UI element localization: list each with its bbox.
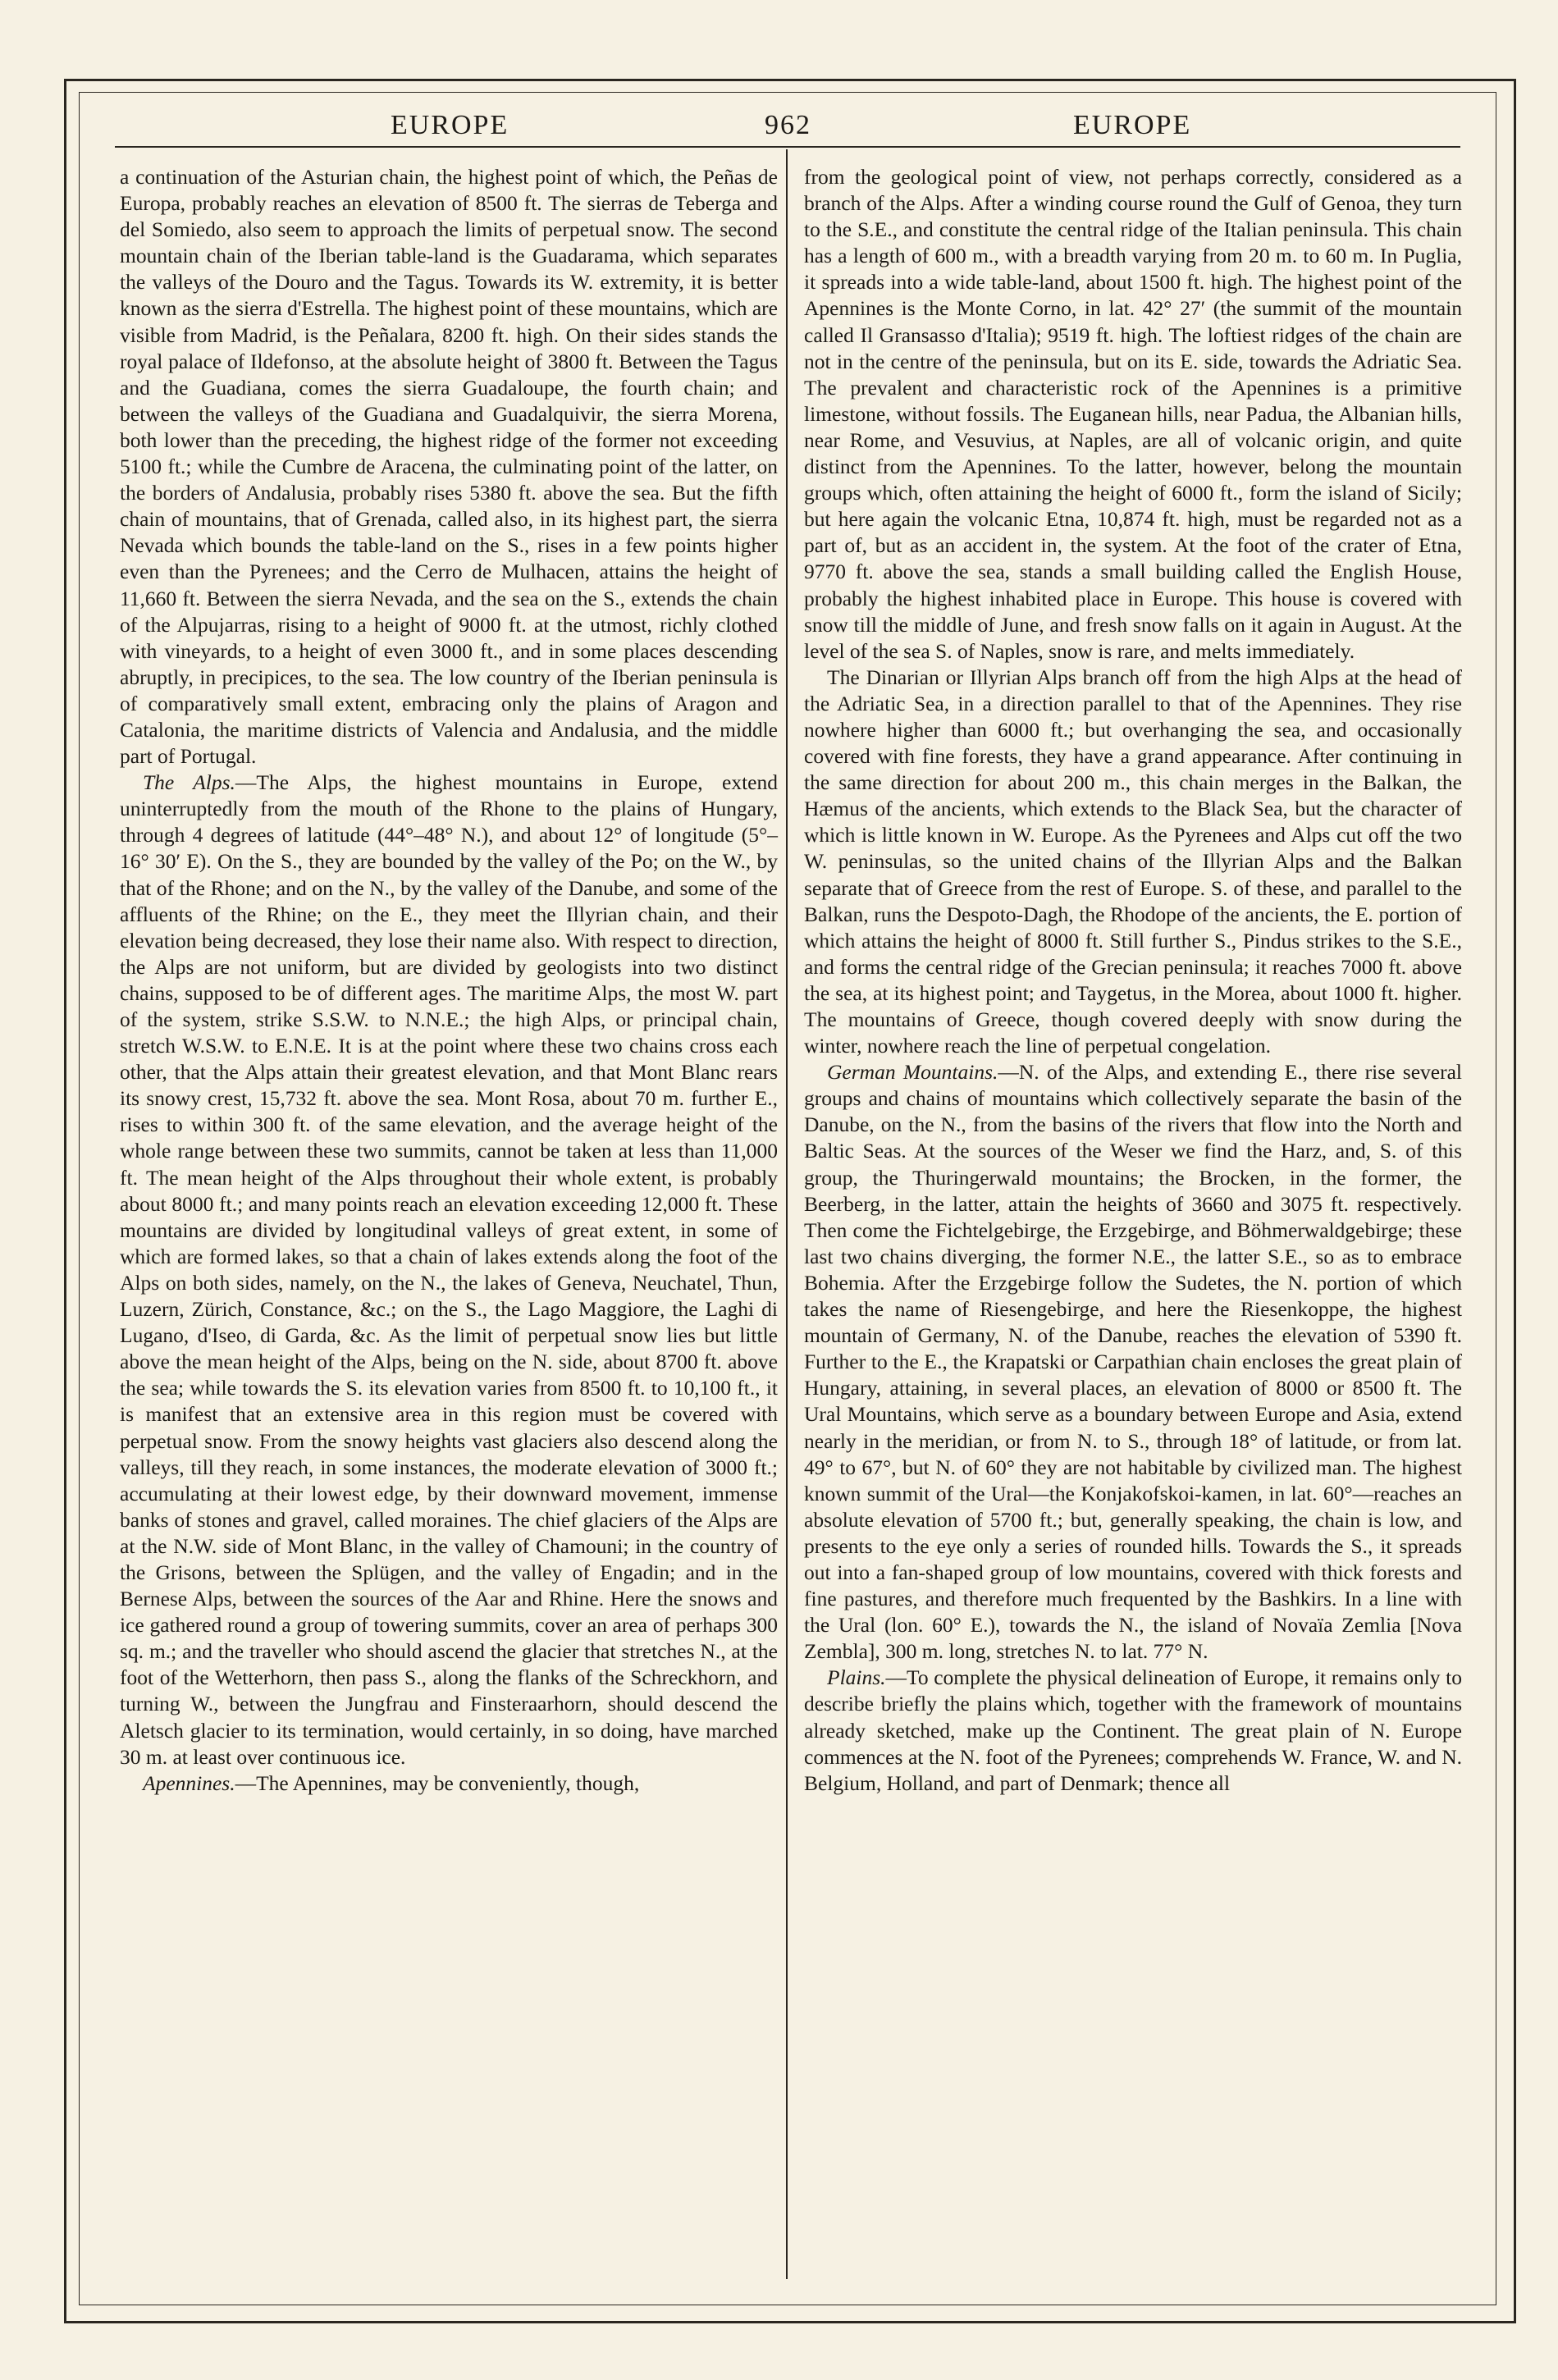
section-heading-apennines: Apennines.	[143, 1770, 235, 1795]
paragraph-plains	[804, 1665, 1462, 1796]
paragraph-alps-text: —The Alps, the highest mountains in Europe, extend uninterruptedly from the mouth of the Rhone to the plains of Hungary, through 4 degrees of latitude (44°–48° N.), and about 12° of longitude (5°–16° 30′ E). On the S., they are bounded by the valley of the Po; on the W., by that of the Rhone; and on the N., by the valley of the Danube, and some of the affluents of the Rhine; on the E., they meet the Illyrian chain, and their elevation being decreased, they lose their name also. With respect to direction, the Alps are not uniform, but are divided by geologists into two distinct chains, supposed to be of different ages. The maritime Alps, the most W. part of the system, strike S.S.W. to N.N.E.; the high Alps, or principal chain, stretch W.S.W. to E.N.E. It is at the point where these two chains cross each other, that the Alps attain their greatest elevation, and that Mont Blanc rears its snowy crest, 15,732 ft. above the sea. Mont Rosa, about 70 m. further E., rises to within 300 ft. of the same elevation, and the average height of the whole range between these two summits, cannot be taken at less than 11,000 ft. The mean height of the Alps throughout their whole extent, is probably about 8000 ft.; and many points reach an elevation exceeding 12,000 ft. These mountains are divided by longitudinal valleys of great extent, in some of which are formed lakes, so that a chain of lakes extends along the foot of the Alps on both sides, namely, on the N., the lakes of Geneva, Neuchatel, Thun, Luzern, Zürich, Constance, &c.; on the S., the Lago Maggiore, the Laghi di Lugano, d'Iseo, di Garda, &c. As the limit of perpetual snow lies but little above the mean height of the Alps, being on the N. side, about 8700 ft. above the sea; while towards the S. its elevation varies from 8500 ft. to 10,100 ft., it is manifest that an extensive area in this region must be covered with perpetual snow. From the snowy heights vast glaciers also descend along the valleys, till they reach, in some instances, the moderate elevation of 3000 ft.; accumulating at their lowest edge, by their downward movement, immense banks of stones and gravel, called moraines. The chief glaciers of the Alps are at the N.W. side of Mont Blanc, in the valley of Chamouni; in the country of the Grisons, between the Splügen, and the valley of Engadin; and in the Bernese Alps, between the sources of the Aar and Rhine. Here the snows and ice gathered round a group of towering summits, cover an area of perhaps 300 sq. m.; and the traveller who should ascend the glacier that stretches N., at the foot of the Wetterhorn, then pass S., along the flanks of the Schreckhorn, and turning W., between the Jungfrau and Finsteraarhorn, should descend the Aletsch glacier to its termination, would certainly, in so doing, have marched 30 m. at least over continuous ice.	[120, 770, 778, 1769]
paragraph-apennines-cont: from the geological point of view, not perhaps correctly, considered as a branch of the Alps. After a winding course round the Gulf of Genoa, they turn to the S.E., and constitute the central ridge of the Italian peninsula. This chain has a length of 600 m., with a breadth varying from 20 m. to 60 m. In Puglia, it spreads into a wide table-land, about 1500 ft. high. The highest point of the Apennines is the Monte Corno, in lat. 42° 27′ (the summit of the mountain called Il Gransasso d'Italia); 9519 ft. high. The loftiest ridges of the chain are not in the centre of the peninsula, but on its E. side, towards the Adriatic Sea. The prevalent and characteristic rock of the Apennines is a primitive limestone, without fossils. The Euganean hills, near Padua, the Albanian hills, near Rome, and Vesuvius, at Naples, are all of volcanic origin, and quite distinct from the Apennines. To the latter, however, belong the mountain groups which, often attaining the height of 6000 ft., form the island of Sicily; but here again the volcanic Etna, 10,874 ft. high, must be regarded not as a part of, but as an accident in, the system. At the foot of the crater of Etna, 9770 ft. above the sea, stands a small building called the English House, probably the highest inhabited place in Europe. This house is covered with snow till the middle of June, and fresh snow falls on it again in August. At the level of the sea S. of Naples, snow is rare, and melts immediately.	[804, 165, 1462, 663]
left-column	[120, 164, 778, 1797]
paragraph-illyrian-alps: The Dinarian or Illyrian Alps branch off from the high Alps at the head of the Adriatic Sea, in a direction parallel to that of the Apennines. They rise nowhere higher than 6000 ft.; but overhanging the sea, and occasionally covered with fine forests, they have a grand appearance. After continuing in the same direction for about 200 m., this chain merges in the Balkan, the Hæmus of the ancients, which extends to the Black Sea, but the character of which is little known in W. Europe. As the Pyrenees and Alps cut off the two W. peninsulas, so the united chains of the Illyrian Alps and the Balkan separate that of Greece from the rest of Europe. S. of these, and parallel to the Balkan, runs the Despoto-Dagh, the Rhodope of the ancients, the E. portion of which attains the height of 8000 ft. Still further S., Pindus strikes to the S.E., and forms the central ridge of the Grecian peninsula; it reaches 7000 ft. above the sea, at its highest point; and Taygetus, in the Morea, about 1000 ft. higher. The mountains of Greece, though covered deeply with snow during the winter, nowhere reach the line of perpetual congelation.	[804, 665, 1462, 1058]
header-rule	[115, 146, 1460, 148]
paragraph-apennines-text: —The Apennines, may be conveniently, though,	[235, 1770, 640, 1795]
paragraph-iberian-mountains: a continuation of the Asturian chain, the highest point of which, the Peñas de Europa, probably reaches an elevation of 8500 ft. The sierras de Teberga and del Somiedo, also seem to approach the limits of perpetual snow. The second mountain chain of the Iberian table-land is the Guadarama, which separates the valleys of the Douro and the Tagus. Towards its W. extremity, it is better known as the sierra d'Estrella. The highest point of these mountains, which are visible from Madrid, is the Peñalara, 8200 ft. high. On their sides stands the royal palace of Ildefonso, at the absolute height of 3800 ft. Between the Tagus and the Guadiana, comes the sierra Guadaloupe, the fourth chain; and between the valleys of the Guadiana and Guadalquivir, the sierra Morena, both lower than the preceding, the highest ridge of the former not exceeding 5100 ft.; while the Cumbre de Aracena, the culminating point of the latter, on the borders of Andalusia, probably rises 5380 ft. above the sea. But the fifth chain of mountains, that of Grenada, called also, in its highest part, the sierra Nevada which bounds the table-land on the S., rises in a few points higher even than the Pyrenees; and the Cerro de Mulhacen, attains the height of 11,660 ft. Between the sierra Nevada, and the sea on the S., extends the chain of the Alpujarras, rising to a height of 9000 ft. at the utmost, richly clothed with vineyards, to a height of even 3000 ft., and in some places descending abruptly, in precipices, to the sea. The low country of the Iberian peninsula is of comparatively small extent, embracing only the plains of Aragon and Catalonia, the maritime districts of Valencia and Andalusia, and the middle part of Portugal.	[120, 165, 778, 769]
section-heading-plains: Plains.	[827, 1665, 886, 1690]
page-number: 962	[765, 110, 811, 140]
paragraph-plains-text: —To complete the physical delineation of Europe, it remains only to describe briefly the plains which, together with the framework of mountains already sketched, make up the Continent. The great plain of N. Europe commences at the N. foot of the Pyrenees; comprehends W. France, W. and N. Belgium, Holland, and part of Denmark; thence all	[804, 1665, 1462, 1795]
header-right-title: EUROPE	[1073, 110, 1192, 140]
paragraph-alps	[120, 770, 778, 1770]
paragraph-german-mountains	[804, 1059, 1462, 1665]
running-header	[79, 102, 1496, 151]
section-heading-german-mountains: German Mountains.	[827, 1060, 998, 1085]
paragraph-apennines	[120, 1770, 778, 1797]
column-divider	[786, 149, 788, 2279]
section-heading-alps: The Alps.	[143, 770, 235, 795]
right-column	[804, 164, 1462, 1797]
header-left-title: EUROPE	[391, 110, 509, 140]
paragraph-german-mountains-text: —N. of the Alps, and extending E., there rise several groups and chains of mountains which collectively separate the basin of the Danube, on the N., from the basins of the rivers that flow into the North and Baltic Seas. At the sources of the Weser we find the Harz, and, S. of this group, the Thuringerwald mountains; the Brocken, in the former, the Beerberg, in the latter, attain the heights of 3660 and 3075 ft. respectively. Then come the Fichtelgebirge, the Erzgebirge, and Böhmerwaldgebirge; these last two chains diverging, the former N.E., the latter S.E., so as to embrace Bohemia. After the Erzgebirge follow the Sudetes, the N. portion of which takes the name of Riesengebirge, and here the Riesenkoppe, the highest mountain of Germany, N. of the Danube, reaches the elevation of 5390 ft. Further to the E., the Krapatski or Carpathian chain encloses the great plain of Hungary, attaining, in several places, an elevation of 8000 or 8500 ft. The Ural Mountains, which serve as a boundary between Europe and Asia, extend nearly in the meridian, or from N. to S., through 18° of latitude, or from lat. 49° to 67°, but N. of 60° they are not habitable by civilized man. The highest known summit of the Ural—the Konjakofskoi-kamen, in lat. 60°—reaches an absolute elevation of 5700 ft.; but, generally speaking, the chain is low, and presents to the eye only a series of rounded hills. Towards the S., it spreads out into a fan-shaped group of low mountains, covered with thick forests and fine pastures, and therefore much frequented by the Bashkirs. In a line with the Ural (lon. 60° E.), towards the N., the island of Novaïa Zemlia [Nova Zembla], 300 m. long, stretches N. to lat. 77° N.	[804, 1060, 1462, 1664]
